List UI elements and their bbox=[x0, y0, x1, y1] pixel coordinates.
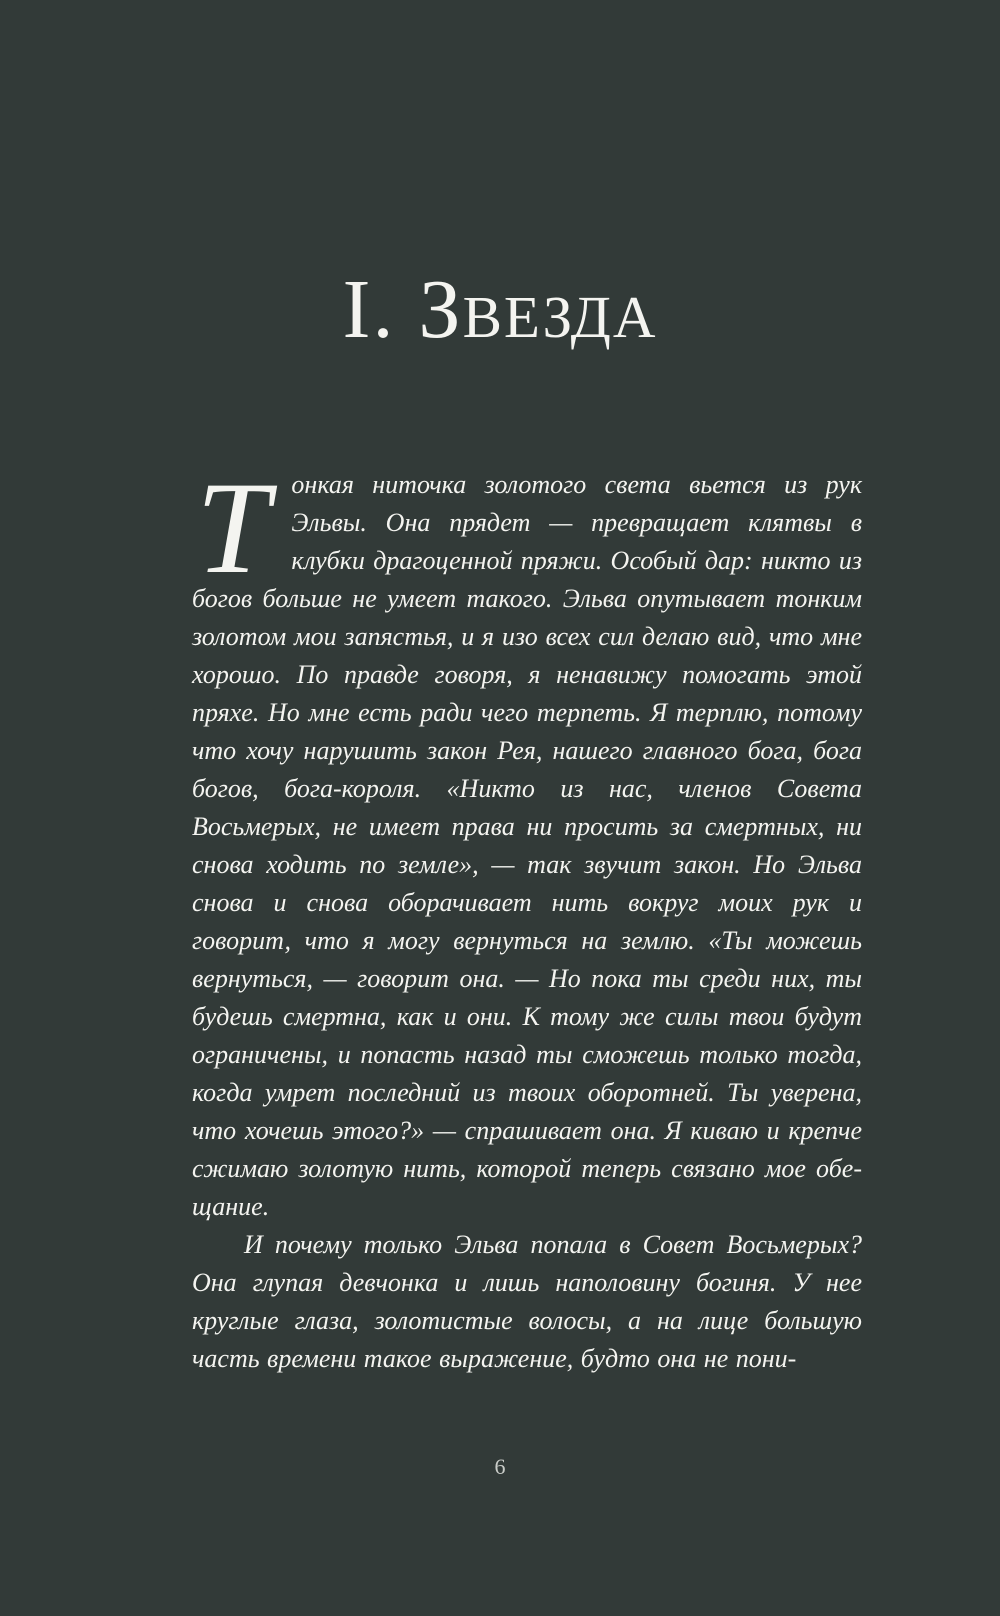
paragraph-1-text: онкая ниточка золотого света вьется из рук Эльвы. Она прядет — превращает клятвы в клубки драгоценной пряжи. Особый дар: никто из богов больше не умеет такого. Эльва опутывает тонким золотом мои запястья, и я изо всех сил делаю вид, что мне хорошо. По правде говоря, я ненавижу помогать этой пряхе. Но мне есть ради чего терпеть. Я терплю, потому что хочу нарушить закон Рея, нашего главного бога, бога богов, бога-короля. «Никто из нас, членов Совета Восьмерых, не имеет права ни просить за смертных, ни снова ходить по земле», — так звучит закон. Но Эльва снова и снова оборачивает нить вокруг моих рук и говорит, что я могу вернуться на землю. «Ты можешь вернуться, — говорит она. — Но пока ты среди них, ты будешь смертна, как и они. К тому же силы твои будут ограничены, и попасть назад ты сможешь только тогда, когда умрет последний из твоих оборотней. Ты уверена, что хочешь этого?» — спрашивает она. Я киваю и крепче сжимаю золотую нить, которой теперь связано мое обещание. bbox=[192, 470, 862, 1221]
paragraph-2-text: И почему только Эльва попала в Совет Восьмерых? Она глупая девчонка и лишь наполовину богиня. У нее круглые глаза, золотистые волосы, а на лице большую часть времени такое выражение, будто она не пони- bbox=[192, 1230, 862, 1373]
page-number: 6 bbox=[494, 1454, 506, 1479]
chapter-name: Звезда bbox=[418, 263, 658, 356]
paragraph bbox=[192, 454, 862, 1226]
chapter-number: I. bbox=[342, 263, 396, 356]
chapter-text bbox=[192, 454, 862, 1378]
paragraph bbox=[192, 1226, 862, 1378]
chapter-title bbox=[0, 263, 1000, 356]
drop-cap: Т bbox=[196, 454, 270, 601]
